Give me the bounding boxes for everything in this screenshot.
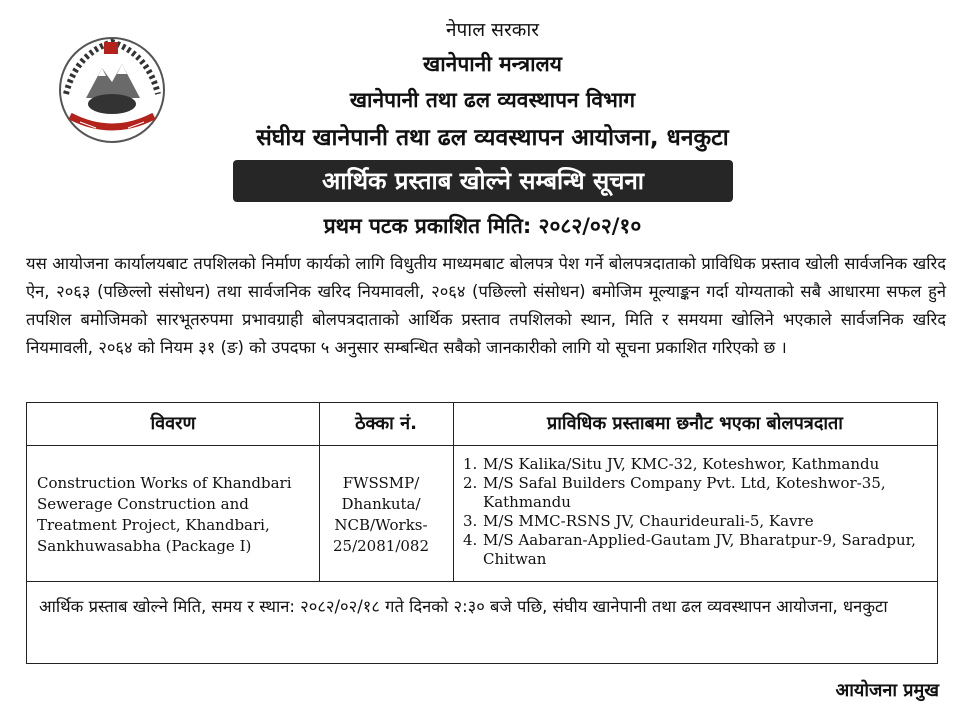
bidder-list: [463, 455, 943, 569]
header-description: विवरण: [150, 413, 196, 434]
list-item: 4. M/S Aabaran-Applied-Gautam JV, Bharatpur-9, Saradpur, Chitwan: [463, 531, 916, 568]
signatory: आयोजना प्रमुख: [835, 680, 939, 701]
contract-number: FWSSMP/ Dhankuta/ NCB/Works- 25/2081/082: [333, 474, 429, 555]
list-item: 2. M/S Safal Builders Company Pvt. Ltd, Koteshwor-35, Kathmandu: [463, 474, 886, 511]
list-item: 3. M/S MMC-RSNS JV, Chaurideurali-5, Kavre: [463, 512, 814, 530]
publication-date: प्रथम पटक प्रकाशित मिति: २०८२/०२/१०: [323, 214, 642, 238]
header-contract-no: ठेक्का नं.: [355, 413, 417, 434]
list-item: 1. M/S Kalika/Situ JV, KMC-32, Koteshwor, Kathmandu: [463, 455, 880, 473]
header-selected-bidders: प्राविधिक प्रस्ताबमा छनौट भएका बोलपत्रदाता: [547, 413, 843, 434]
opening-date-time-place: आर्थिक प्रस्ताब खोल्ने मिति, समय र स्थान: २०८२/०२/१८ गते दिनको २:३० बजे पछि, संघीय खानेपानी तथा ढल व्यवस्थापन आयोजना, धनकुटा: [26, 582, 938, 664]
bidders-table: [26, 402, 938, 582]
department-name: खानेपानी तथा ढल व्यवस्थापन विभाग: [349, 88, 636, 112]
notice-body: यस आयोजना कार्यालयबाट तपशिलको निर्माण कार्यको लागि विधुतीय माध्यमबाट बोलपत्र पेश गर्ने बोलपत्रदाताको प्राविधिक प्रस्ताव खोली सार्वजनिक खरिद ऐन, २०६३ (पछिल्लो संसोधन) तथा सार्वजनिक खरिद नियमावली, २०६४ (पछिल्लो संसोधन) बमोजिम मूल्याङ्कन गर्दा योग्यताको सबै आधारमा सफल हुने तपशिल बमोजिमको सारभूतरुपमा प्रभावग्राही बोलपत्रदाताको आर्थिक प्रस्ताव तपशिलको स्थान, मिति र समयमा खोलिने भएकाले सार्वजनिक खरिद नियमावली, २०६४ को नियम ३१ (ङ) को उपदफा ५ अनुसार सम्बन्धित सबैको जानकारीको लागि यो सूचना प्रकाशित गरिएको छ ।: [26, 254, 946, 357]
government-name: नेपाल सरकार: [445, 19, 540, 41]
project-name: संघीय खानेपानी तथा ढल व्यवस्थापन आयोजना, धनकुटा: [256, 125, 729, 151]
notice-title-banner: आर्थिक प्रस्ताब खोल्ने सम्बन्धि सूचना: [233, 160, 733, 202]
ministry-name: खानेपानी मन्त्रालय: [423, 52, 562, 76]
work-description: Construction Works of Khandbari Sewerage Construction and Treatment Project, Khandbari, Sankhuwasabha (Package I): [37, 474, 292, 555]
